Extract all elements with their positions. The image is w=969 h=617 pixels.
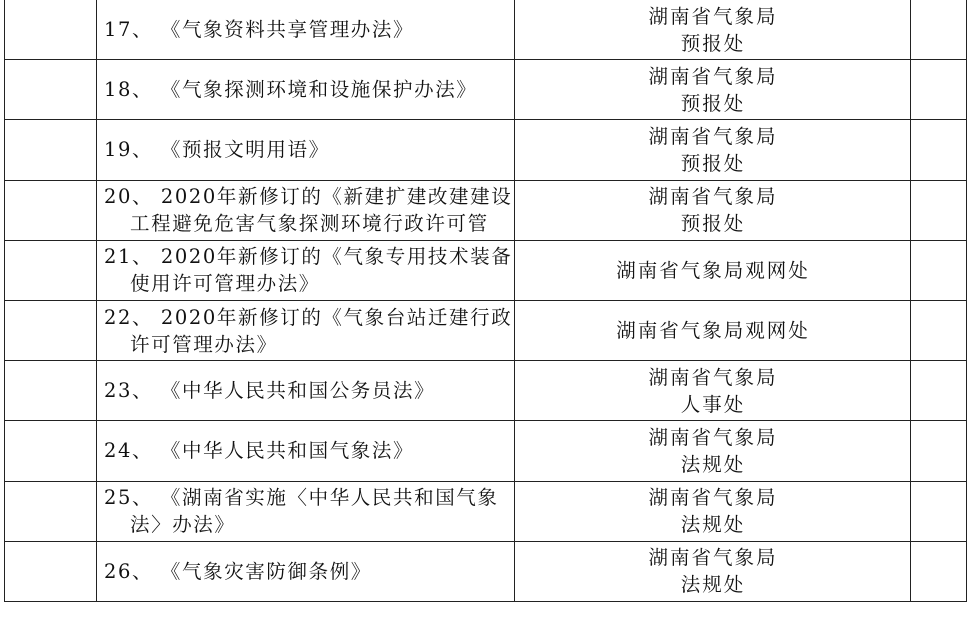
responsible-department-cell [515,361,911,421]
department-line: 湖南省气象局 [648,185,778,209]
regulation-title [97,123,514,177]
department-line: 湖南省气象局观网处 [616,258,810,282]
department-line: 法规处 [680,452,746,476]
blank-left-cell [5,481,97,541]
table-row [5,120,967,180]
regulation-title-line: 22、 2020年新修订的《气象台站迁建行政 [104,305,513,329]
blank-notes-cell [911,240,967,300]
department-line: 预报处 [680,212,746,236]
regulation-title-cell [97,481,515,541]
table-row [5,541,967,601]
department-line: 湖南省气象局 [648,365,778,389]
responsible-department-cell [515,481,911,541]
table-row [5,421,967,481]
regulation-title [97,484,514,538]
table-row [5,0,967,60]
regulation-title-cell [97,421,515,481]
table-body [5,0,967,601]
regulation-title-line: 19、 《预报文明用语》 [104,138,330,162]
table-row [5,180,967,240]
regulation-title-line: 24、 《中华人民共和国气象法》 [104,439,415,463]
blank-left-cell [5,180,97,240]
responsible-department [515,544,910,598]
responsible-department [515,63,910,117]
blank-notes-cell [911,421,967,481]
blank-notes-cell [911,300,967,360]
responsible-department [515,424,910,478]
responsible-department-cell [515,300,911,360]
blank-notes-cell [911,541,967,601]
table-row [5,481,967,541]
regulation-title-cell [97,180,515,240]
blank-left-cell [5,300,97,360]
department-line: 法规处 [680,573,746,597]
regulation-title-line: 25、 《湖南省实施〈中华人民共和国气象 [104,486,499,510]
blank-left-cell [5,0,97,60]
blank-left-cell [5,240,97,300]
regulation-title-cell [97,541,515,601]
responsible-department-cell [515,0,911,60]
regulation-title [97,183,514,237]
responsible-department [515,364,910,418]
regulation-title-cell [97,0,515,60]
blank-left-cell [5,60,97,120]
department-line: 湖南省气象局 [648,124,778,148]
regulation-title-line: 26、 《气象灾害防御条例》 [104,559,372,583]
responsible-department-cell [515,120,911,180]
regulation-title-line: 21、 2020年新修订的《气象专用技术装备 [104,245,513,269]
regulations-table [4,0,967,602]
department-line: 湖南省气象局观网处 [616,319,810,343]
blank-left-cell [5,361,97,421]
blank-notes-cell [911,361,967,421]
department-line: 人事处 [680,392,746,416]
department-line: 法规处 [680,513,746,537]
responsible-department [515,183,910,237]
department-line: 湖南省气象局 [648,546,778,570]
blank-left-cell [5,120,97,180]
responsible-department [515,123,910,177]
regulation-title [97,304,514,358]
regulation-title-line: 工程避免危害气象探测环境行政许可管 [130,212,489,236]
blank-notes-cell [911,481,967,541]
department-line: 湖南省气象局 [648,486,778,510]
responsible-department [515,484,910,538]
regulation-title-cell [97,240,515,300]
responsible-department-cell [515,180,911,240]
responsible-department-cell [515,421,911,481]
department-line: 预报处 [680,91,746,115]
regulation-title-cell [97,60,515,120]
responsible-department [515,3,910,57]
regulation-title-cell [97,120,515,180]
blank-notes-cell [911,120,967,180]
regulation-title-cell [97,361,515,421]
responsible-department-cell [515,541,911,601]
blank-left-cell [5,541,97,601]
department-line: 湖南省气象局 [648,425,778,449]
regulation-title [97,364,514,418]
blank-notes-cell [911,180,967,240]
regulation-title-line: 20、 2020年新修订的《新建扩建改建建设 [104,185,513,209]
blank-notes-cell [911,0,967,60]
department-line: 湖南省气象局 [648,64,778,88]
regulation-title [97,243,514,297]
department-line: 预报处 [680,31,746,55]
regulation-title [97,3,514,57]
responsible-department-cell [515,60,911,120]
regulation-title-line: 法〉办法》 [130,513,236,537]
department-line: 湖南省气象局 [648,4,778,28]
table-row [5,240,967,300]
responsible-department [515,243,910,297]
regulation-title [97,63,514,117]
table-row [5,300,967,360]
table-row [5,361,967,421]
regulation-title-cell [97,300,515,360]
blank-left-cell [5,421,97,481]
table-row [5,60,967,120]
regulation-title-line: 23、 《中华人民共和国公务员法》 [104,379,436,403]
blank-notes-cell [911,60,967,120]
regulation-title [97,424,514,478]
regulation-title [97,544,514,598]
regulation-title-line: 18、 《气象探测环境和设施保护办法》 [104,78,478,102]
responsible-department [515,304,910,358]
regulation-title-line: 17、 《气象资料共享管理办法》 [104,18,415,42]
regulation-title-line: 使用许可管理办法》 [130,272,320,296]
regulation-title-line: 许可管理办法》 [130,332,278,356]
department-line: 预报处 [680,151,746,175]
responsible-department-cell [515,240,911,300]
